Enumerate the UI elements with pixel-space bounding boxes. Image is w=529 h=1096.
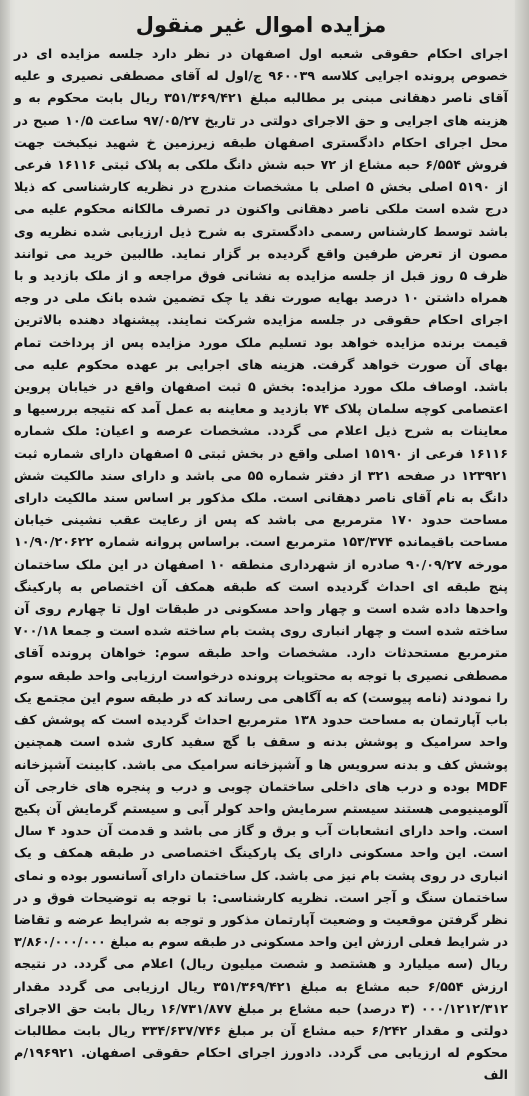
- notice-body: [14, 44, 508, 1088]
- notice-paragraph: اجرای احکام حقوقی شعبه اول اصفهان در نظر دارد جلسه مزایده ای در خصوص پرونده اجرایی کلاسه ۹۶۰۰۳۹ ج/اول له آقای مصطفی نصیری و علیه آقای ناصر دهقانی مبنی بر مطالبه مبلغ ۳۵۱/۳۶۹/۴۲۱ ریال بابت محکوم به و هزینه های اجرایی و حق الاجرای دولتی در تاریخ ۹۷/۰۵/۲۷ ساعت ۱۰/۵ صبح در محل اجرای احکام دادگستری اصفهان طبقه زیرزمین خ شهید نیکبخت جهت فروش ۶/۵۵۴ حبه مشاع از ۷۲ حبه شش دانگ ملکی به پلاک ثبتی ۱۶۱۱۶ فرعی از ۵۱۹۰ اصلی بخش ۵ اصلی با مشخصات مندرج در نظریه کارشناسی که ذیلا درج شده است ملکی ناصر دهقانی واکنون در تصرف مالکانه محکوم علیه می باشد توسط کارشناس رسمی دادگستری به شرح ذیل ارزیابی شده نظریه وی مصون از تعرض طرفین واقع گردیده بر گزار نماید. طالبین خرید می توانند ظرف ۵ روز قبل از جلسه مزایده به نشانی فوق مراجعه و از ملک بازدید و با همراه داشتن ۱۰ درصد بهایه صورت نقد یا چک تضمین شده بانک ملی در وجه اجرای احکام حقوقی در جلسه مزایده شرکت نمایند. پیشنهاد دهنده بالاترین قیمت برنده مزایده خواهد بود تسلیم ملک مورد مزایده پس از پرداخت تمام بهای آن صورت خواهد گرفت. هزینه های اجرایی بر عهده محکوم علیه می باشد. اوصاف ملک مورد مزایده: بخش ۵ ثبت اصفهان واقع در خیابان پروین اعتصامی کوچه سلمان پلاک ۷۴ بازدید و معاینه به عمل آمد که نتیجه بررسیها و معاینات به شرح ذیل اعلام می گردد. مشخصات عرصه و اعیان: ملک شماره ۱۶۱۱۶ فرعی از ۱۵۱۹۰ اصلی واقع در بخش ثبتی ۵ اصفهان دارای شماره ثبت ۱۲۳۹۲۱ در صفحه ۳۲۱ از دفتر شماره ۵۵ می باشد و دارای سند مالکیت شش دانگ به نام آقای ناصر دهقانی است. ملک مذکور بر اساس سند مالکیت دارای مساحت حدود ۱۷۰ مترمربع می باشد که پس از رعایت عقب نشینی خیابان مساحت باقیمانده ۱۵۳/۳۷۴ مترمربع است. براساس پروانه شماره ۱۰/۹۰/۲۰۶۲۲ مورخه ۹۰/۰۹/۲۷ صادره از شهرداری منطقه ۱۰ اصفهان در این ملک ساختمان پنج طبقه ای احداث گردیده است که طبقه همکف آن اختصاص به پارکینگ واحدها داده شده است و چهار واحد مسکونی در طبقات اول تا چهارم روی آن ساخته شده است و چهار انباری روی پشت بام ساخته شده است و جمعا ۷۰۰/۱۸ مترمربع مستحدثات دارد. مشخصات واحد طبقه سوم: خواهان پرونده آقای مصطفی نصیری با توجه به محتویات پرونده درخواست ارزیابی واحد طبقه سوم را نمودند (نامه پیوست) که به آگاهی می رساند که در طبقه سوم این مجتمع یک باب آپارتمان به مساحت حدود ۱۳۸ مترمربع احداث گردیده است که پوشش کف واحد سرامیک و پوشش بدنه و سقف با گچ سفید کاری شده است همچنین پوشش کف و بدنه سرویس ها و آشپزخانه سرامیک می باشد. کابینت آشپزخانه MDF بوده و درب های داخلی ساختمان چوبی و درب و پنجره های خارجی آن آلومینیومی هستند سیستم سرمایش واحد کولر آبی و سیستم گرمایش آن پکیج است. واحد دارای انشعابات آب و برق و گاز می باشد و قدمت آن حدود ۴ سال است. این واحد مسکونی دارای یک پارکینگ اختصاصی در طبقه همکف و یک انباری در روی پشت بام نیز می باشد. کل ساختمان دارای آسانسور بوده و نمای ساختمان سنگ و آجر است. نظریه کارشناسی: با توجه به توضیحات فوق و در نظر گرفتن موقعیت و وضعیت آپارتمان مذکور و توجه به شرایط عرضه و تقاضا در شرایط فعلی ارزش این واحد مسکونی در طبقه سوم به مبلغ ۳/۸۶۰/۰۰۰/۰۰۰ ریال (سه میلیارد و هشتصد و شصت میلیون ریال) اعلام می گردد. در نتیجه ارزش ۶/۵۵۴ حبه مشاع به مبلغ ۳۵۱/۳۶۹/۴۲۱ ریال ارزیابی می گردد مقدار ۰۰۰/۱۲۱۲/۳۱۲ (۳ درصد) حبه مشاع بر مبلغ ۱۶/۷۳۱/۸۷۷ ریال بابت حق الاجرای دولتی و مقدار ۶/۲۴۲ حبه مشاع آن بر مبلغ ۳۳۴/۶۳۷/۷۴۶ ریال بابت مطالبات محکوم له ارزیابی می گردد. دادورز اجرای احکام حقوقی اصفهان. ۱۹۶۹۲۱/م الف: [14, 47, 509, 1084]
- page-edge-right: [515, 0, 529, 1096]
- notice-title: مزایده اموال غیر منقول: [135, 13, 387, 37]
- page-edge-left: [0, 0, 10, 1096]
- auction-notice: [14, 4, 508, 1092]
